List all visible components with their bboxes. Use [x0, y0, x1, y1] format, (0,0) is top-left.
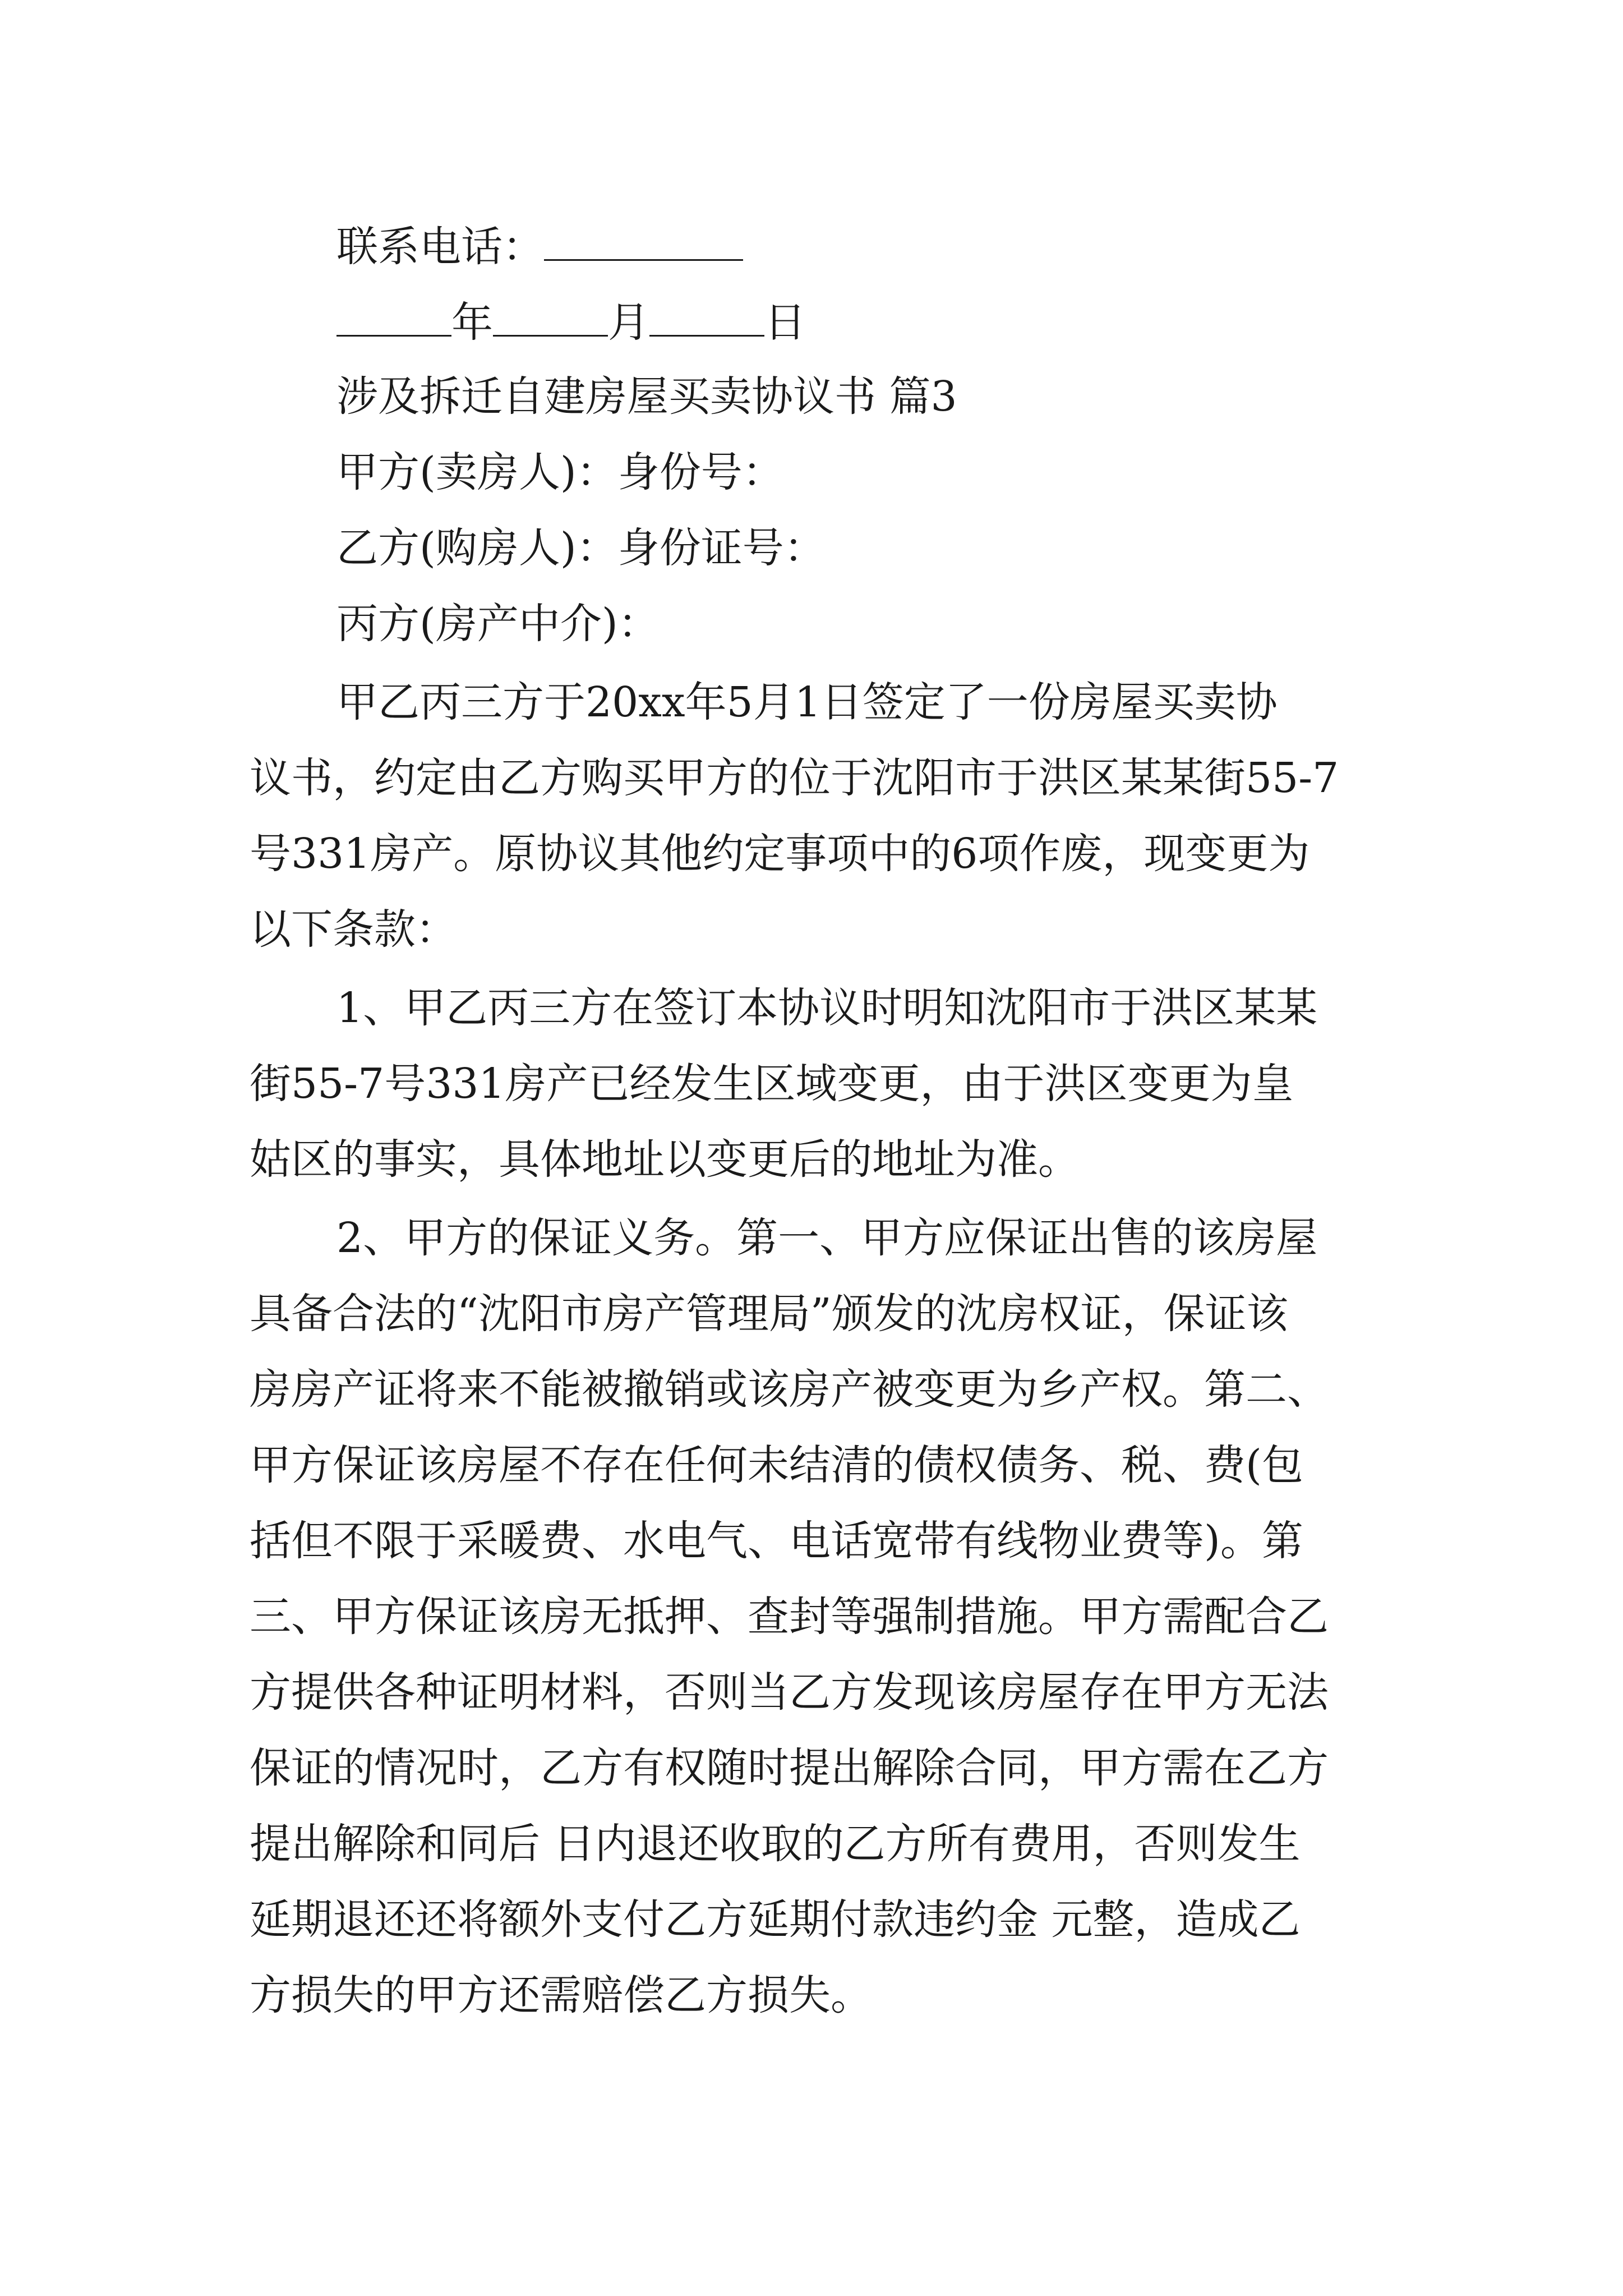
year-label: 年: [451, 298, 493, 347]
paragraph-line: 三、甲方保证该房无抵押、查封等强制措施。甲方需配合乙: [250, 1593, 1329, 1641]
contact-line: [336, 223, 743, 271]
paragraph-line: 议书，约定由乙方购买甲方的位于沈阳市于洪区某某街55-7: [250, 754, 1339, 802]
party-a-line: 甲方(卖房人)：身份号：: [336, 448, 784, 496]
year-blank: [336, 300, 451, 337]
paragraph-line: 房房产证将来不能被撤销或该房产被变更为乡产权。第二、: [250, 1365, 1329, 1414]
paragraph-line: 号331房产。原协议其他约定事项中的6项作废，现变更为: [250, 830, 1310, 878]
paragraph-line: 提出解除和同后 日内退还收取的乙方所有费用，否则发生: [250, 1820, 1301, 1868]
month-label: 月: [608, 298, 649, 347]
paragraph-line: 方提供各种证明材料，否则当乙方发现该房屋存在甲方无法: [250, 1668, 1329, 1717]
paragraph-line: 具备合法的“沈阳市房产管理局”颁发的沈房权证，保证该: [250, 1290, 1288, 1338]
paragraph-line: 延期退还还将额外支付乙方延期付款违约金 元整，造成乙: [250, 1895, 1301, 1944]
date-line: [336, 298, 806, 347]
month-blank: [493, 300, 608, 337]
paragraph-line: 2、甲方的保证义务。第一、甲方应保证出售的该房屋: [336, 1214, 1318, 1262]
party-b-line: 乙方(购房人)：身份证号：: [336, 524, 826, 572]
day-blank: [649, 300, 764, 337]
paragraph-line: 甲乙丙三方于20xx年5月1日签定了一份房屋买卖协: [336, 678, 1278, 726]
contact-blank: [544, 224, 743, 261]
paragraph-line: 甲方保证该房屋不存在任何未结清的债权债务、税、费(包: [250, 1441, 1303, 1489]
section-title: 涉及拆迁自建房屋买卖协议书 篇3: [336, 372, 957, 421]
contact-label: 联系电话：: [336, 223, 544, 271]
party-c-line: 丙方(房产中介)：: [336, 600, 660, 648]
paragraph-line: 保证的情况时，乙方有权随时提出解除合同，甲方需在乙方: [250, 1744, 1329, 1792]
paragraph-line: 街55-7号331房产已经发生区域变更，由于洪区变更为皇: [250, 1060, 1294, 1108]
paragraph-line: 1、甲乙丙三方在签订本协议时明知沈阳市于洪区某某: [336, 984, 1318, 1032]
paragraph-line: 以下条款：: [250, 905, 457, 954]
paragraph-line: 方损失的甲方还需赔偿乙方损失。: [250, 1971, 872, 2019]
paragraph-line: 姑区的事实，具体地址以变更后的地址为准。: [250, 1135, 1080, 1184]
paragraph-line: 括但不限于采暖费、水电气、电话宽带有线物业费等)。第: [250, 1517, 1303, 1565]
day-label: 日: [764, 298, 806, 347]
